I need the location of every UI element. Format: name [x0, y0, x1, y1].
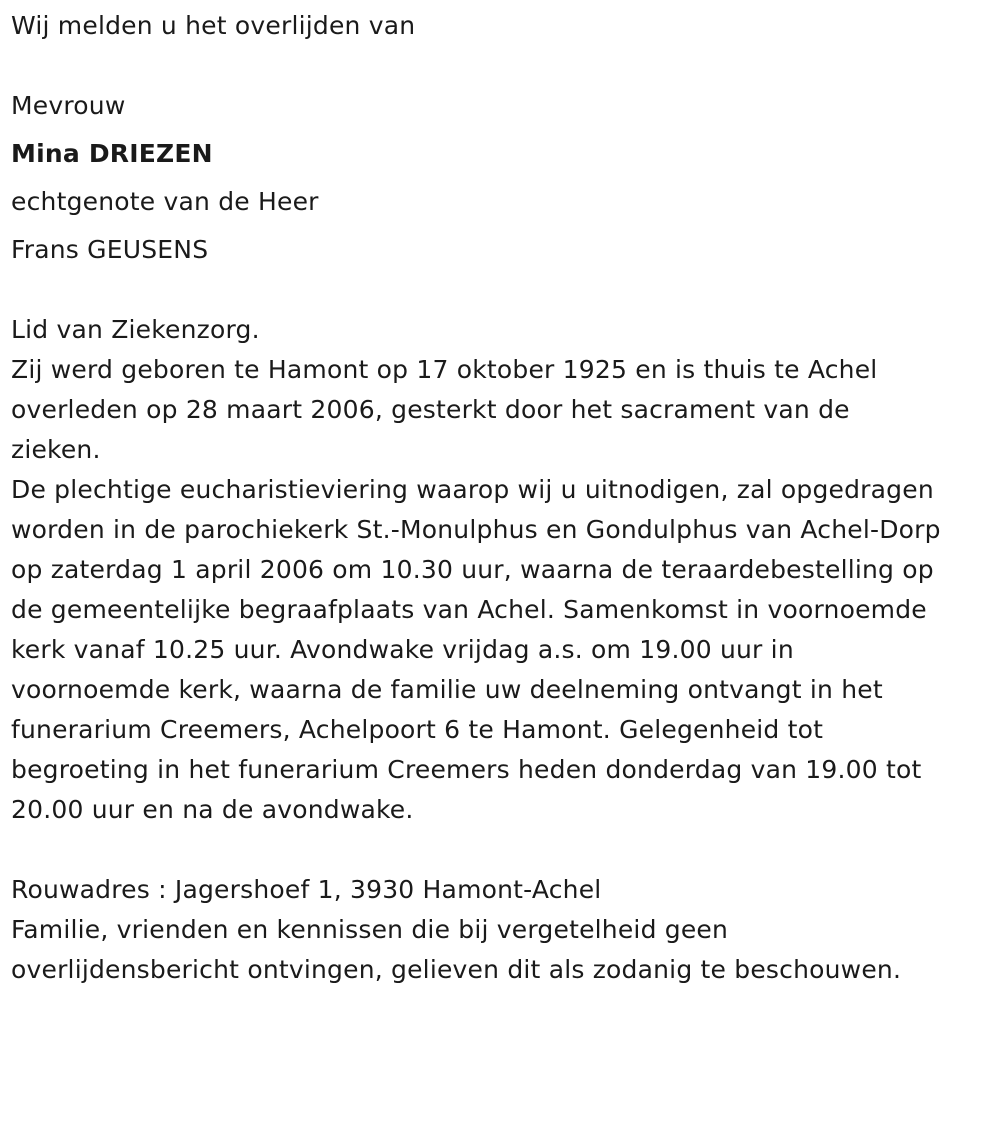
deceased-name: Mina DRIEZEN — [11, 139, 213, 168]
paragraph-line: Zij werd geboren te Hamont op 17 oktober 1925 en is thuis te Achel — [11, 355, 878, 384]
ceremony-paragraph — [11, 470, 990, 830]
paragraph-line: voornoemde kerk, waarna de familie uw deelneming ontvangt in het — [11, 675, 883, 704]
paragraph-line: overlijdensbericht ontvingen, gelieven dit als zodanig te beschouwen. — [11, 955, 902, 984]
paragraph-line: funerarium Creemers, Achelpoort 6 te Hamont. Gelegenheid tot — [11, 715, 824, 744]
paragraph-line: overleden op 28 maart 2006, gesterkt door het sacrament van de — [11, 395, 850, 424]
paragraph-line: De plechtige eucharistieviering waarop wij u uitnodigen, zal opgedragen — [11, 475, 934, 504]
membership-text: Lid van Ziekenzorg. — [11, 315, 260, 344]
paragraph-line: kerk vanaf 10.25 uur. Avondwake vrijdag a.s. om 19.00 uur in — [11, 635, 794, 664]
paragraph-line: Familie, vrienden en kennissen die bij vergetelheid geen — [11, 915, 729, 944]
paragraph-line: worden in de parochiekerk St.-Monulphus en Gondulphus van Achel-Dorp — [11, 515, 941, 544]
paragraph-line: zieken. — [11, 435, 101, 464]
closing-paragraph — [11, 910, 990, 990]
birth-death-paragraph — [11, 350, 990, 470]
mourning-address: Rouwadres : Jagershoef 1, 3930 Hamont-Achel — [11, 875, 602, 904]
spouse-name: Frans GEUSENS — [11, 235, 209, 264]
paragraph-line: begroeting in het funerarium Creemers heden donderdag van 19.00 tot — [11, 755, 922, 784]
intro-text: Wij melden u het overlijden van — [11, 11, 416, 40]
salutation: Mevrouw — [11, 91, 126, 120]
paragraph-line: de gemeentelijke begraafplaats van Achel. Samenkomst in voornoemde — [11, 595, 927, 624]
paragraph-line: 20.00 uur en na de avondwake. — [11, 795, 414, 824]
spouse-label: echtgenote van de Heer — [11, 187, 319, 216]
paragraph-line: op zaterdag 1 april 2006 om 10.30 uur, waarna de teraardebestelling op — [11, 555, 934, 584]
